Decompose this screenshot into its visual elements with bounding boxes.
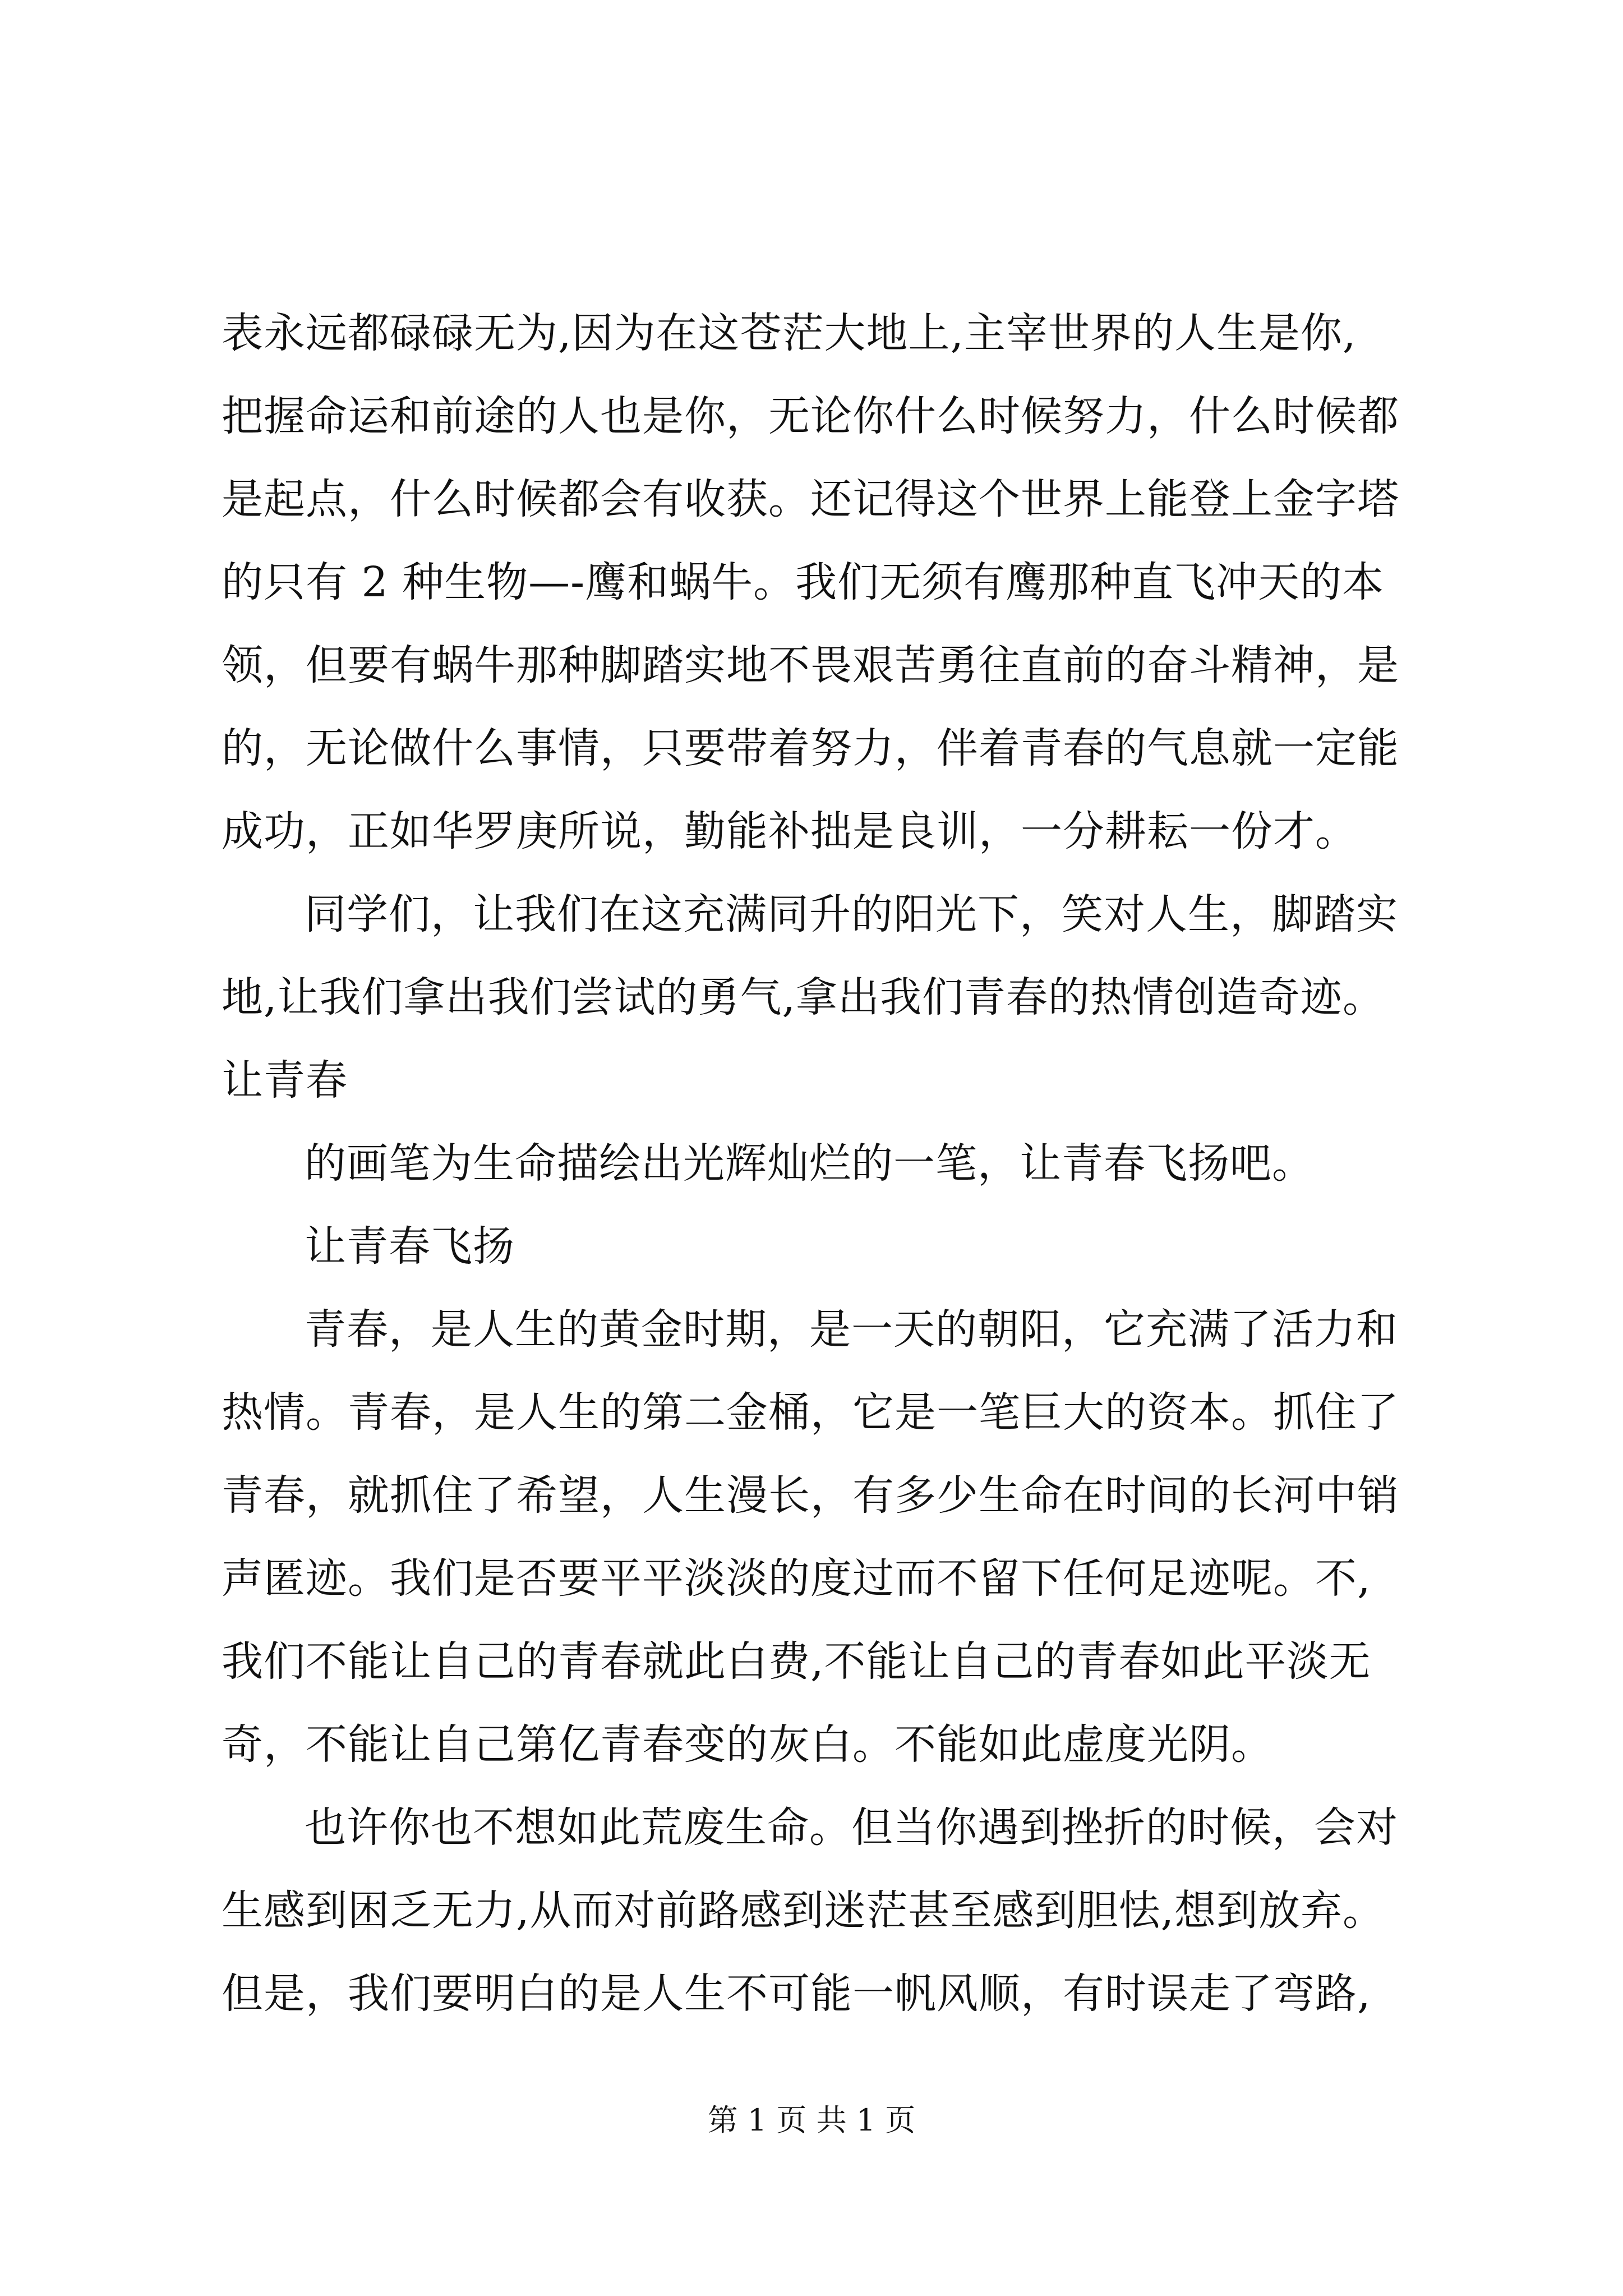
text-line: 让青春飞扬 <box>305 1222 515 1271</box>
text-line: 让青春 <box>222 1056 348 1105</box>
text-line: 成功，正如华罗庚所说，勤能补拙是良训，一分耕耘一份才。 <box>222 807 1357 855</box>
text-line: 我们不能让自己的青春就此白费,不能让自己的青春如此平淡无 <box>222 1637 1371 1686</box>
text-line: 的，无论做什么事情，只要带着努力，伴着青春的气息就一定能 <box>222 724 1399 772</box>
text-line: 但是，我们要明白的是人生不可能一帆风顺，有时误走了弯路, <box>222 1970 1371 2018</box>
text-line: 的只有 2 种生物—-鹰和蜗牛。我们无须有鹰那种直飞冲天的本 <box>222 558 1385 606</box>
page-footer: 第 1 页 共 1 页 <box>707 2102 916 2138</box>
text-line: 领，但要有蜗牛那种脚踏实地不畏艰苦勇往直前的奋斗精神，是 <box>222 641 1399 689</box>
text-line: 热情。青春，是人生的第二金桶，它是一笔巨大的资本。抓住了 <box>222 1388 1399 1437</box>
text-line: 地,让我们拿出我们尝试的勇气,拿出我们青春的热情创造奇迹。 <box>222 973 1385 1022</box>
text-line: 奇，不能让自己第亿青春变的灰白。不能如此虚度光阴。 <box>222 1720 1273 1769</box>
text-line: 生感到困乏无力,从而对前路感到迷茫甚至感到胆怯,想到放弃。 <box>222 1887 1385 1935</box>
text-line: 的画笔为生命描绘出光辉灿烂的一笔，让青春飞扬吧。 <box>305 1139 1314 1188</box>
text-line: 表永远都碌碌无为,因为在这苍茫大地上,主宰世界的人生是你, <box>222 309 1357 357</box>
document-body <box>222 292 1422 2035</box>
text-line: 青春，就抓住了希望，人生漫长，有多少生命在时间的长河中销 <box>222 1471 1399 1520</box>
text-line: 是起点，什么时候都会有收获。还记得这个世界上能登上金字塔 <box>222 475 1399 523</box>
text-line: 声匿迹。我们是否要平平淡淡的度过而不留下任何足迹呢。不, <box>222 1554 1371 1603</box>
text-line: 也许你也不想如此荒废生命。但当你遇到挫折的时候，会对 <box>305 1803 1398 1852</box>
text-line: 青春，是人生的黄金时期，是一天的朝阳，它充满了活力和 <box>305 1305 1398 1354</box>
text-line: 同学们，让我们在这充满同升的阳光下，笑对人生，脚踏实 <box>305 890 1398 938</box>
text-line: 把握命运和前途的人也是你，无论你什么时候努力，什么时候都 <box>222 392 1399 440</box>
